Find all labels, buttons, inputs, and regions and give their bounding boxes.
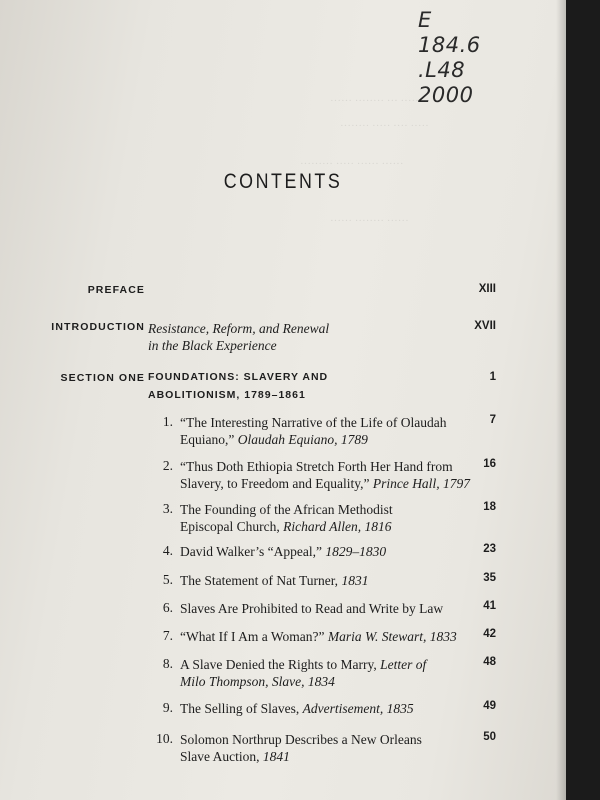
call-number-line: E bbox=[418, 8, 432, 32]
entry-number: 5. bbox=[162, 572, 173, 587]
bleed-through-text: ········· ····· ······ ······ bbox=[300, 158, 404, 170]
introduction-subtitle-line: in the Black Experience bbox=[148, 338, 277, 353]
entry-title bbox=[180, 572, 480, 589]
call-number-line: 2000 bbox=[418, 83, 474, 107]
entry-number: 6. bbox=[162, 600, 173, 615]
introduction-subtitle bbox=[148, 320, 448, 354]
entry-page-number: 41 bbox=[483, 600, 496, 612]
entry-title-line bbox=[180, 600, 480, 617]
entry-title bbox=[180, 700, 480, 717]
section-one-label: SECTION ONE bbox=[60, 372, 145, 384]
introduction-label: INTRODUCTION bbox=[51, 321, 145, 333]
call-number-line: 184.6 bbox=[418, 33, 481, 57]
section-heading-line: ABOLITIONISM, 1789–1861 bbox=[148, 389, 306, 401]
entry-title-line bbox=[180, 543, 480, 560]
entry-title-text: Slavery, to Freedom and Equality,” bbox=[180, 476, 373, 491]
entry-page-number: 35 bbox=[483, 572, 496, 584]
entry-title-line bbox=[180, 628, 480, 645]
entry-number: 1. bbox=[162, 414, 173, 429]
entry-number: 2. bbox=[162, 458, 173, 473]
entry-title bbox=[180, 628, 480, 645]
entry-number: 3. bbox=[162, 501, 173, 516]
entry-number: 10. bbox=[156, 731, 173, 746]
entry-title-line bbox=[180, 518, 480, 535]
entry-title-line bbox=[180, 475, 480, 492]
entry-title-text: Slave Auction, bbox=[180, 749, 263, 764]
bleed-through-text: ······ ········ ······ bbox=[330, 215, 409, 227]
section-one-heading bbox=[148, 368, 368, 404]
entry-author-date: 1829–1830 bbox=[325, 544, 387, 559]
call-number-line: .L48 bbox=[418, 58, 466, 82]
preface-label: PREFACE bbox=[87, 284, 145, 296]
introduction-subtitle-line: Resistance, Reform, and Renewal bbox=[148, 321, 330, 336]
entry-author-date: Richard Allen, 1816 bbox=[283, 519, 392, 534]
entry-page-number: 7 bbox=[489, 414, 496, 426]
entry-author-date: Olaudah Equiano, 1789 bbox=[237, 432, 368, 447]
entry-author-date: Letter of bbox=[380, 657, 427, 672]
entry-page-number: 48 bbox=[483, 656, 496, 668]
section-one-page-number: 1 bbox=[489, 371, 496, 383]
entry-author-date: Prince Hall, 1797 bbox=[372, 476, 470, 491]
entry-title-line bbox=[180, 572, 480, 589]
entry-title-text: Episcopal Church, bbox=[180, 519, 284, 534]
entry-title bbox=[180, 731, 480, 765]
entry-title-line bbox=[180, 673, 480, 690]
entry-author-date: Milo Thompson, Slave, 1834 bbox=[180, 674, 335, 689]
entry-title-text: Equiano,” bbox=[180, 432, 238, 447]
entry-title-text: The Selling of Slaves, bbox=[180, 701, 303, 716]
entry-title-line bbox=[180, 431, 480, 448]
entry-author-date: 1831 bbox=[341, 573, 369, 588]
entry-page-number: 23 bbox=[483, 543, 496, 555]
entry-page-number: 16 bbox=[483, 458, 496, 470]
entry-title-text: “What If I Am a Woman?” bbox=[180, 629, 328, 644]
bleed-through-text: ······ ········ ··· ········ bbox=[330, 95, 430, 107]
entry-title-line: “The Interesting Narrative of the Life of Olaudah bbox=[180, 415, 447, 430]
entry-number: 9. bbox=[162, 700, 173, 715]
preface-page-number: XIII bbox=[478, 283, 496, 295]
entry-page-number: 18 bbox=[483, 501, 496, 513]
introduction-page-number: XVII bbox=[474, 320, 496, 332]
entry-title-line bbox=[180, 656, 480, 673]
entry-page-number: 49 bbox=[483, 700, 496, 712]
entry-page-number: 50 bbox=[483, 731, 496, 743]
entry-title-text: David Walker’s “Appeal,” bbox=[180, 544, 326, 559]
entry-title bbox=[180, 600, 480, 617]
entry-title-line: “Thus Doth Ethiopia Stretch Forth Her Hand from bbox=[180, 459, 453, 474]
entry-title-line bbox=[180, 700, 480, 717]
entry-page-number: 42 bbox=[483, 628, 496, 640]
entry-title bbox=[180, 501, 480, 535]
entry-title-text: The Statement of Nat Turner, bbox=[180, 573, 342, 588]
page-title: CONTENTS bbox=[223, 170, 343, 193]
entry-title-line: The Founding of the African Methodist bbox=[180, 502, 393, 517]
section-heading-line: FOUNDATIONS: SLAVERY AND bbox=[148, 371, 329, 383]
entry-title bbox=[180, 414, 480, 448]
entry-number: 8. bbox=[162, 656, 173, 671]
entry-title-line: Solomon Northrup Describes a New Orleans bbox=[180, 732, 422, 747]
entry-title-line bbox=[180, 748, 480, 765]
entry-number: 7. bbox=[162, 628, 173, 643]
handwritten-call-number bbox=[418, 8, 518, 108]
entry-title bbox=[180, 543, 480, 560]
entry-title-text: Slaves Are Prohibited to Read and Write by Law bbox=[180, 601, 444, 616]
entry-title-text: A Slave Denied the Rights to Marry, bbox=[180, 657, 381, 672]
entry-author-date: Advertisement, 1835 bbox=[302, 701, 414, 716]
bleed-through-text: ········ ····· ···· ····· bbox=[340, 120, 429, 132]
entry-author-date: 1841 bbox=[262, 749, 290, 764]
entry-author-date: Maria W. Stewart, 1833 bbox=[327, 629, 457, 644]
entry-title bbox=[180, 656, 480, 690]
entry-number: 4. bbox=[162, 543, 173, 558]
entry-title bbox=[180, 458, 480, 492]
